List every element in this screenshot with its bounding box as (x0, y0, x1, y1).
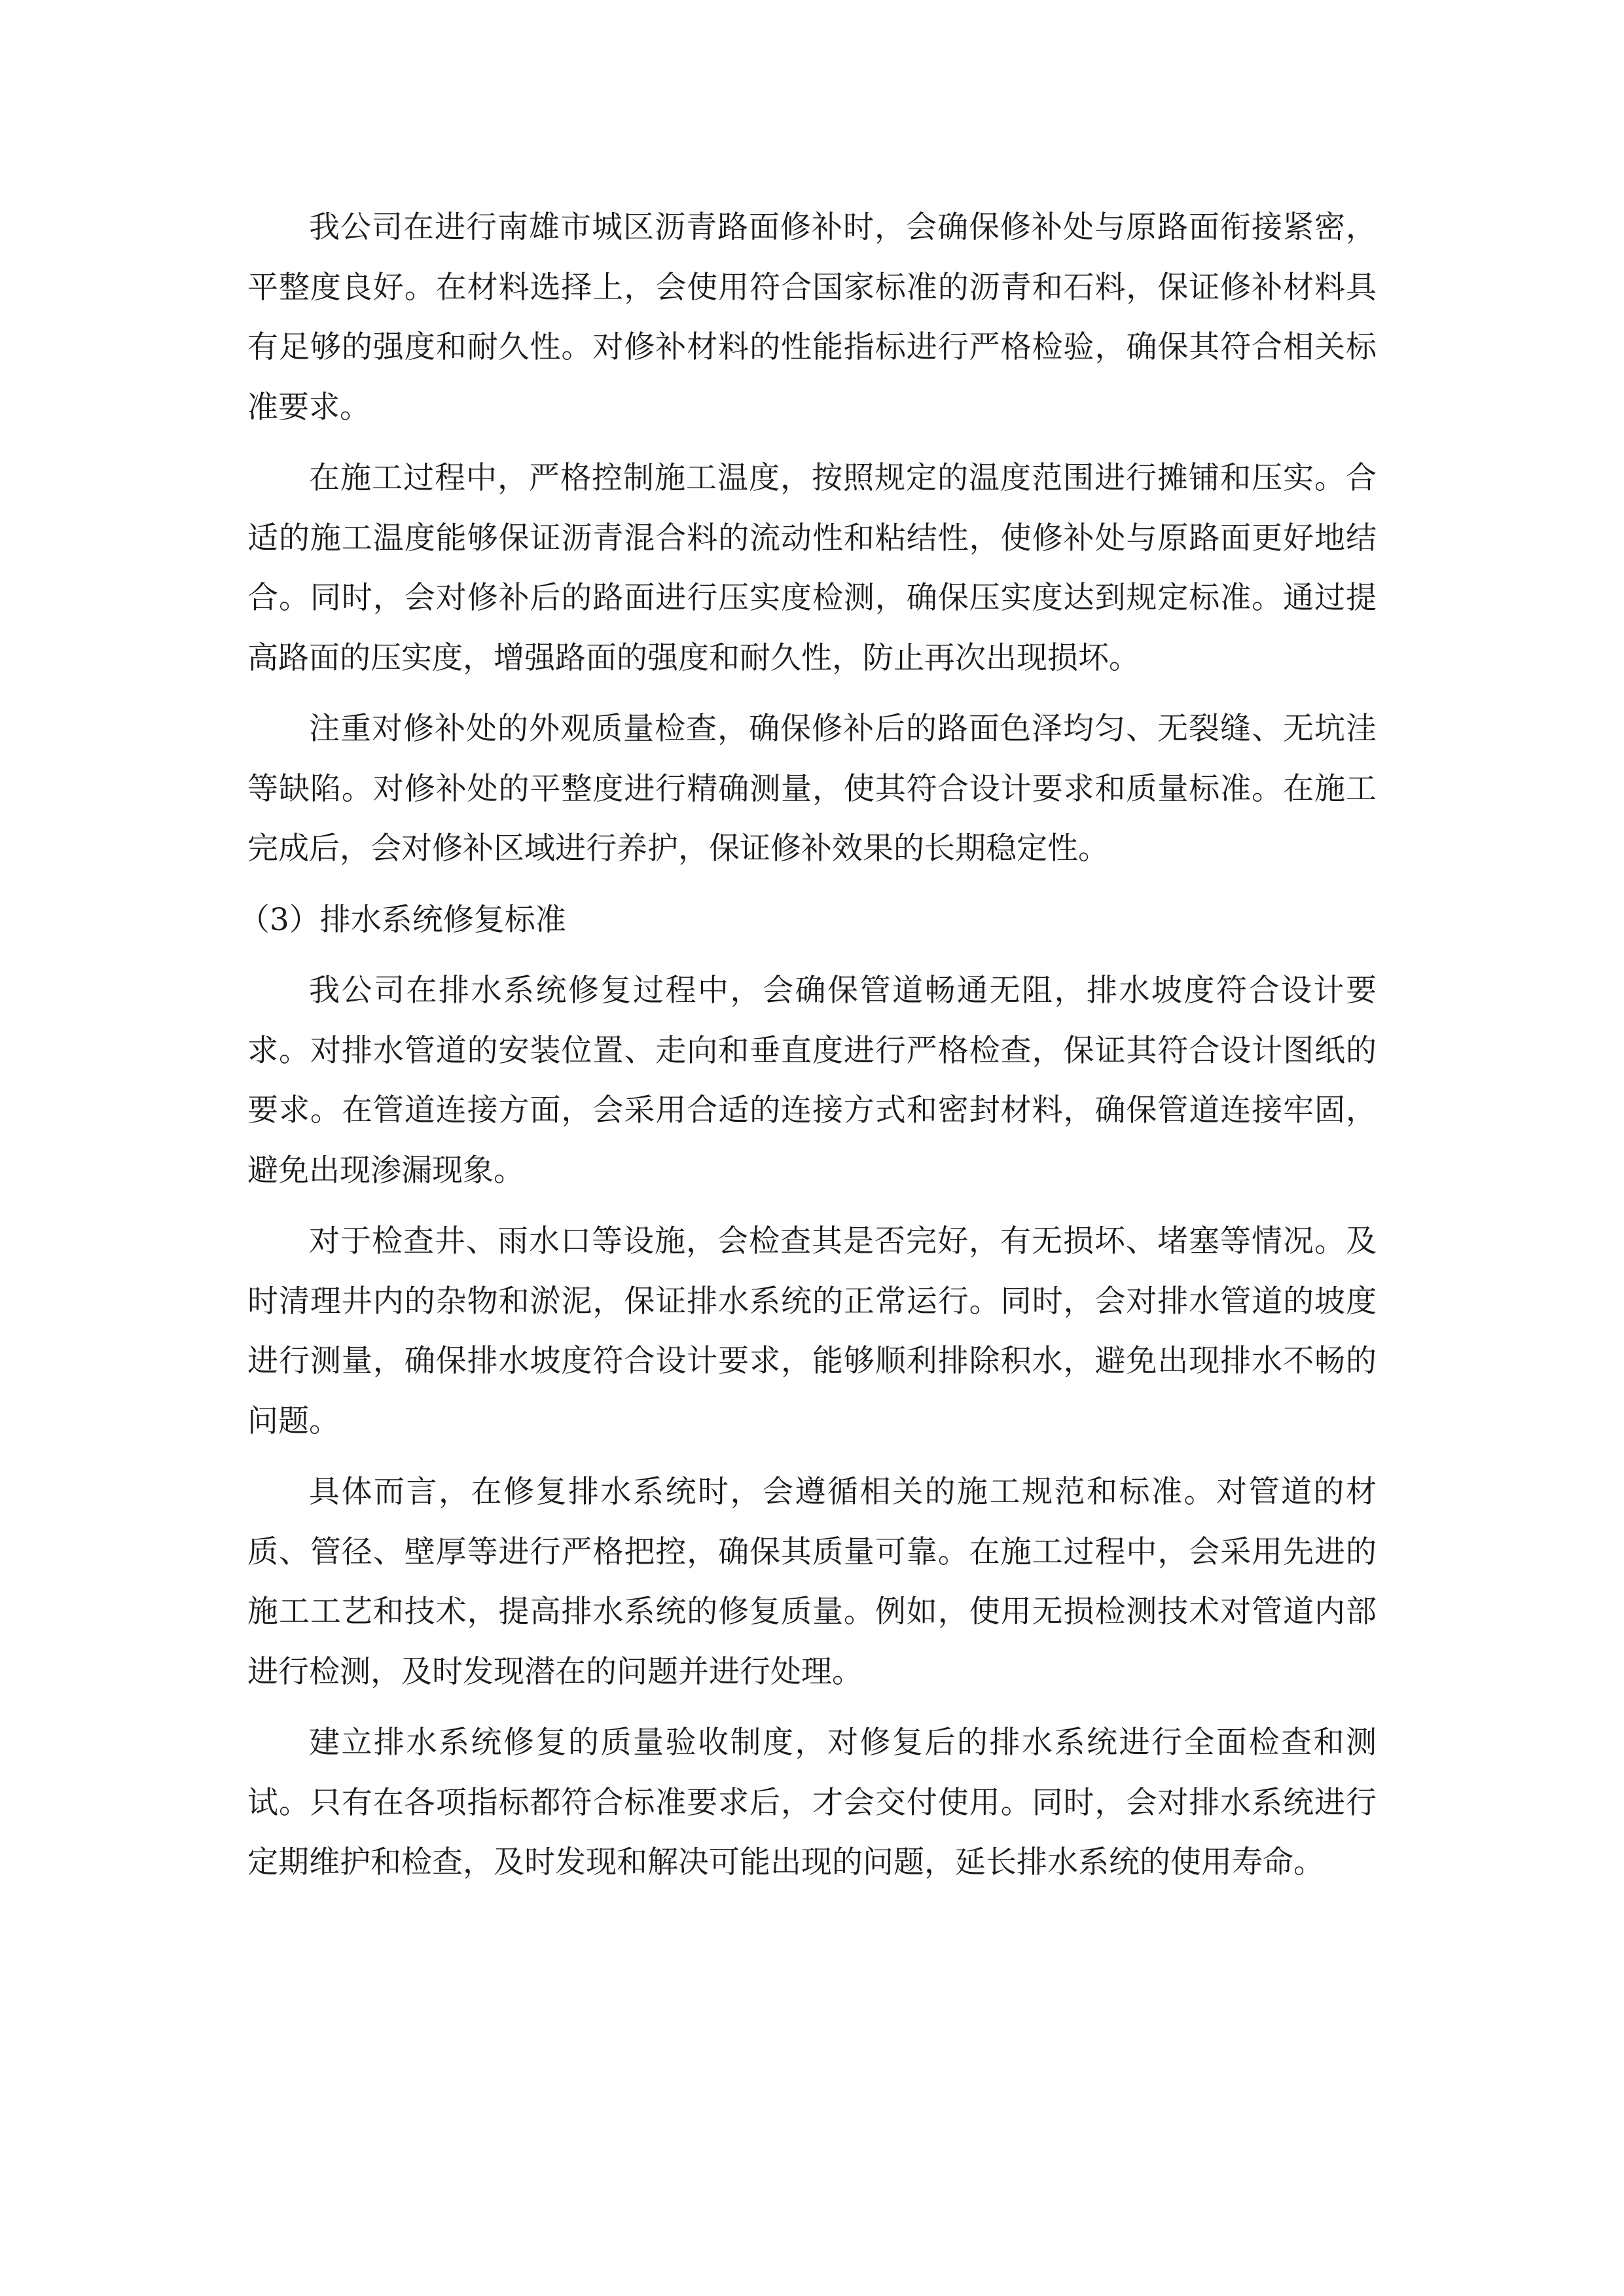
paragraph-inspection-wells: 对于检查井、雨水口等设施，会检查其是否完好，有无损坏、堵塞等情况。及时清理井内的杂物和淤泥，保证排水系统的正常运行。同时，会对排水管道的坡度进行测量，确保排水坡度符合设计要求，能够顺利排除积水，避免出现排水不畅的问题。 (247, 1223, 1377, 1439)
body-text (238, 198, 1377, 1904)
paragraph-construction-temperature: 在施工过程中，严格控制施工温度，按照规定的温度范围进行摊铺和压实。合适的施工温度能够保证沥青混合料的流动性和粘结性，使修补处与原路面更好地结合。同时，会对修补后的路面进行压实度检测，确保压实度达到规定标准。通过提高路面的压实度，增强路面的强度和耐久性，防止再次出现损坏。 (247, 460, 1377, 676)
paragraph-pipe-installation: 我公司在排水系统修复过程中，会确保管道畅通无阻，排水坡度符合设计要求。对排水管道的安装位置、走向和垂直度进行严格检查，保证其符合设计图纸的要求。在管道连接方面，会采用合适的连接方式和密封材料，确保管道连接牢固，避免出现渗漏现象。 (247, 973, 1377, 1189)
paragraph-appearance-quality: 注重对修补处的外观质量检查，确保修补后的路面色泽均匀、无裂缝、无坑洼等缺陷。对修补处的平整度进行精确测量，使其符合设计要求和质量标准。在施工完成后，会对修补区域进行养护，保证修补效果的长期稳定性。 (247, 711, 1377, 867)
paragraph-asphalt-materials: 我公司在进行南雄市城区沥青路面修补时，会确保修补处与原路面衔接紧密，平整度良好。在材料选择上，会使用符合国家标准的沥青和石料，保证修补材料具有足够的强度和耐久性。对修补材料的性能指标进行严格检验，确保其符合相关标准要求。 (247, 209, 1377, 425)
paragraph-specifications: 具体而言，在修复排水系统时，会遵循相关的施工规范和标准。对管道的材质、管径、壁厚等进行严格把控，确保其质量可靠。在施工过程中，会采用先进的施工工艺和技术，提高排水系统的修复质量。例如，使用无损检测技术对管道内部进行检测，及时发现潜在的问题并进行处理。 (247, 1474, 1377, 1690)
paragraph-acceptance-system: 建立排水系统修复的质量验收制度，对修复后的排水系统进行全面检查和测试。只有在各项指标都符合标准要求后，才会交付使用。同时，会对排水系统进行定期维护和检查，及时发现和解决可能出现的问题，延长排水系统的使用寿命。 (247, 1725, 1377, 1880)
section-heading-drainage: （3）排水系统修复标准 (238, 901, 566, 938)
